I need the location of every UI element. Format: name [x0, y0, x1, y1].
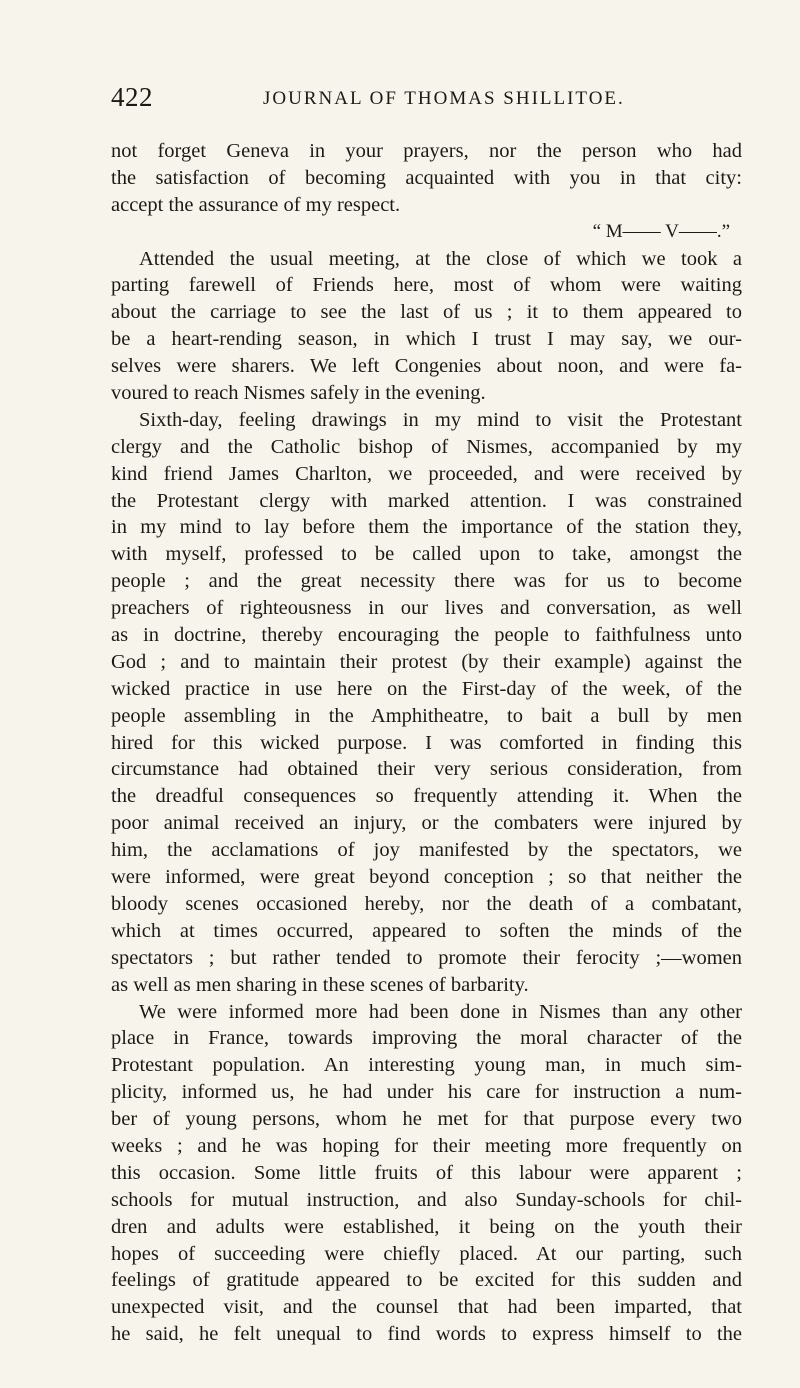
text-line: schools for mutual instruction, and also Sunday-schools for chil-	[111, 1188, 742, 1211]
text-line: people assembling in the Amphitheatre, to bait a bull by men	[111, 704, 742, 727]
text-line: accept the assurance of my respect.	[111, 193, 401, 216]
text-line: hopes of succeeding were chiefly placed. At our parting, such	[111, 1242, 742, 1265]
text-line: clergy and the Catholic bishop of Nismes, accompanied by my	[111, 435, 742, 458]
text-line: preachers of righteousness in our lives and conversation, as well	[111, 597, 742, 620]
text-line: kind friend James Charlton, we proceeded, and were received by	[111, 462, 742, 485]
text-line: the dreadful consequences so frequently attending it. When the	[111, 785, 742, 808]
text-line: unexpected visit, and the counsel that had been imparted, that	[111, 1296, 742, 1319]
text-line: spectators ; but rather tended to promote their ferocity ;—women	[111, 946, 742, 969]
text-line: Attended the usual meeting, at the close of which we took a	[139, 247, 742, 270]
text-line: as well as men sharing in these scenes of barbarity.	[111, 973, 529, 996]
text-line: circumstance had obtained their very serious consideration, from	[111, 758, 742, 781]
text-line: the satisfaction of becoming acquainted with you in that city:	[111, 166, 742, 189]
text-line: be a heart-rending season, in which I trust I may say, we our-	[111, 328, 742, 351]
text-line: bloody scenes occasioned hereby, nor the death of a combatant,	[111, 892, 742, 915]
page-header	[111, 82, 742, 114]
running-title: JOURNAL OF THOMAS SHILLITOE.	[263, 88, 625, 109]
letter-signature: “ M—— V——.”	[592, 220, 730, 242]
text-line: plicity, informed us, he had under his care for instruction a num-	[111, 1081, 742, 1104]
text-line: in my mind to lay before them the importance of the station they,	[111, 516, 742, 539]
text-line: which at times occurred, appeared to soften the minds of the	[111, 919, 742, 942]
text-line: with myself, professed to be called upon to take, amongst the	[111, 543, 742, 566]
text-line: ber of young persons, whom he met for that purpose every two	[111, 1108, 742, 1131]
text-line: place in France, towards improving the moral character of the	[111, 1027, 742, 1050]
text-line: the Protestant clergy with marked attention. I was constrained	[111, 489, 742, 512]
text-line: voured to reach Nismes safely in the evening.	[111, 382, 486, 405]
page-number: 422	[111, 82, 153, 112]
text-line: as in doctrine, thereby encouraging the people to faithfulness unto	[111, 624, 742, 647]
text-line: him, the acclamations of joy manifested by the spectators, we	[111, 839, 742, 862]
text-line: this occasion. Some little fruits of this labour were apparent ;	[111, 1161, 742, 1184]
text-line: hired for this wicked purpose. I was comforted in finding this	[111, 731, 742, 754]
text-line: he said, he felt unequal to find words to express himself to the	[111, 1323, 742, 1346]
text-line: poor animal received an injury, or the combaters were injured by	[111, 812, 742, 835]
text-line: about the carriage to see the last of us ; it to them appeared to	[111, 301, 742, 324]
text-line: people ; and the great necessity there was for us to become	[111, 570, 742, 593]
text-line: parting farewell of Friends here, most of whom were waiting	[111, 274, 742, 297]
text-line: Sixth-day, feeling drawings in my mind to visit the Protestant	[139, 408, 742, 431]
text-line: Protestant population. An interesting young man, in much sim-	[111, 1054, 742, 1077]
text-line: were informed, were great beyond conception ; so that neither the	[111, 866, 742, 889]
text-line: not forget Geneva in your prayers, nor the person who had	[111, 140, 742, 162]
text-line: dren and adults were established, it being on the youth their	[111, 1215, 742, 1238]
text-line: We were informed more had been done in Nismes than any other	[139, 1000, 742, 1023]
text-line: selves were sharers. We left Congenies about noon, and were fa-	[111, 355, 742, 378]
text-line: weeks ; and he was hoping for their meeting more frequently on	[111, 1134, 742, 1157]
text-line: wicked practice in use here on the First-day of the week, of the	[111, 677, 742, 700]
body-text	[111, 138, 742, 1348]
text-line: feelings of gratitude appeared to be excited for this sudden and	[111, 1269, 742, 1292]
text-line: God ; and to maintain their protest (by their example) against the	[111, 650, 742, 673]
